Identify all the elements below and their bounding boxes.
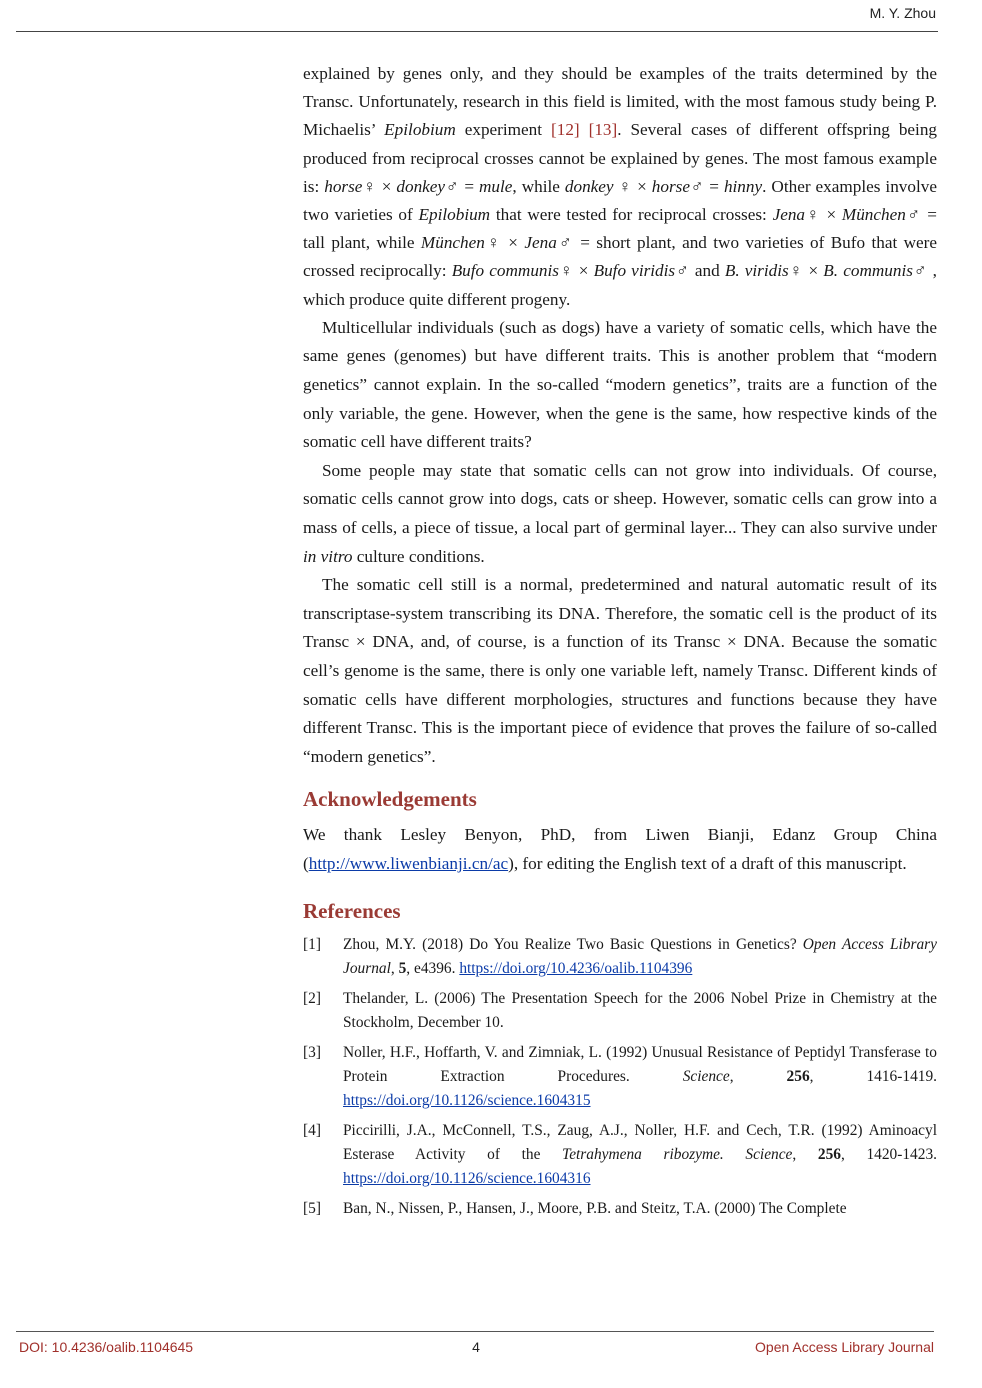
reference-text — [343, 1041, 937, 1113]
italic-term: B. communis♂ — [823, 261, 933, 281]
text-run: , — [729, 1067, 787, 1085]
volume-number: 256 — [817, 1145, 841, 1163]
body-paragraph-3 — [303, 457, 937, 571]
italic-term: Jena♂ — [524, 233, 581, 253]
footer-divider — [16, 1331, 934, 1332]
running-head-author: M. Y. Zhou — [869, 5, 936, 21]
italic-term: Epilobium — [384, 120, 456, 140]
reference-item-1 — [303, 933, 937, 981]
footer-doi: DOI: 10.4236/oalib.1104645 — [19, 1339, 194, 1355]
italic-term: Bufo communis♀ — [451, 261, 579, 281]
text-run: We thank Lesley Benyon, PhD, from Liwen Bianji, Edanz Group China ( — [303, 825, 937, 873]
text-run: × — [381, 176, 397, 196]
reference-text: Ban, N., Nissen, P., Hansen, J., Moore, P.B. and Steitz, T.A. (2000) The Complete — [343, 1199, 847, 1217]
text-run: , while — [512, 176, 565, 196]
reference-text: Thelander, L. (2006) The Presentation Speech for the 2006 Nobel Prize in Chemistry at the Stockholm, December 10. — [343, 989, 937, 1031]
text-run: ), for editing the English text of a draft of this manuscript. — [508, 853, 907, 873]
text-run: ♀ × — [613, 176, 652, 196]
text-run: culture conditions. — [352, 546, 485, 566]
italic-term: München♀ — [420, 233, 509, 253]
text-run: × — [578, 261, 594, 281]
italic-term: horse♀ — [324, 176, 382, 196]
italic-term: horse♂ — [651, 176, 710, 196]
text-run: Piccirilli, J.A., McConnell, T.S., Zaug, A.J., Noller, H.F. and Cech, T.R. (1992) Aminoacyl Esterase Activity of the — [343, 1121, 937, 1163]
text-run: = — [709, 176, 724, 196]
text-run: = — [464, 176, 479, 196]
text-run — [580, 120, 589, 139]
page-number: 4 — [472, 1339, 480, 1355]
doi-link[interactable]: https://doi.org/10.4236/oalib.1104396 — [459, 959, 693, 977]
reference-number: [5] — [303, 1199, 321, 1217]
text-run: , which produce quite different progeny. — [303, 261, 937, 309]
body-paragraph-4: The somatic cell still is a normal, predetermined and natural automatic result of its transcriptase-system transcribing its DNA. Therefore, the somatic cell is the product of its Transc × DNA, and, of course, is a function of its Transc × DNA. Because the somatic cell’s genome is the same, there is only one variable left, namely Transc. Different kinds of somatic cells have different morphologies, structures and functions because they have different Transc. This is the important piece of evidence that proves the failure of so-called “modern genetics”. — [303, 575, 937, 766]
text-run: Some people may state that somatic cells can not grow into individuals. Of course, somatic cells cannot grow into dogs, cats or sheep. However, somatic cells can grow into a mass of cells, a piece of tissue, a local part of germinal layer... They can also survive under — [303, 460, 937, 537]
main-column — [303, 60, 937, 1227]
italic-term: mule — [479, 176, 513, 196]
text-run: . Several cases of different offspring being produced from reciprocal crosses cannot be explained by genes. The most famous example is: — [303, 120, 938, 196]
reference-number: [3] — [303, 1043, 321, 1061]
liwenbianji-link[interactable]: http://www.liwenbianji.cn/ac — [308, 853, 509, 873]
citation-link-13[interactable]: [13] — [588, 120, 618, 140]
reference-number: [2] — [303, 989, 321, 1007]
reference-item-4 — [303, 1119, 937, 1191]
text-run: , e4396. — [406, 959, 460, 977]
text-run: × — [508, 233, 525, 253]
italic-term: Jena♀ — [772, 205, 827, 225]
italic-term: Bufo viridis♂ — [593, 261, 695, 281]
italic-term: hinny — [723, 176, 763, 196]
acknowledgements-text — [303, 821, 937, 878]
text-run: experiment — [455, 120, 551, 140]
text-run: = short plant, and two varieties of Bufo that were crossed reciprocally: — [303, 233, 937, 281]
header-divider — [16, 31, 938, 32]
reference-number: [1] — [303, 935, 321, 953]
text-run: × — [808, 261, 824, 281]
doi-link[interactable]: https://doi.org/10.1126/science.1604316 — [343, 1169, 591, 1187]
citation-link-12[interactable]: [12] — [551, 120, 580, 140]
text-run: . Other examples involve two varieties of — [303, 176, 937, 225]
text-run: Zhou, M.Y. (2018) Do You Realize Two Basic Questions in Genetics? — [343, 935, 803, 953]
reference-number: [4] — [303, 1121, 321, 1139]
acknowledgements-heading: Acknowledgements — [303, 787, 477, 812]
italic-term: donkey — [564, 176, 614, 196]
text-run: , 1420-1423. — [840, 1145, 937, 1163]
volume-number: 256 — [786, 1067, 810, 1085]
footer-journal-name: Open Access Library Journal — [755, 1339, 934, 1355]
text-run: and — [694, 261, 725, 281]
journal-name: Tetrahymena ribozyme. Science — [562, 1145, 793, 1163]
italic-term: Epilobium — [418, 205, 491, 225]
doi-link[interactable]: https://doi.org/10.1126/science.1604315 — [343, 1091, 591, 1109]
text-run: , — [390, 959, 399, 977]
journal-name: Open Access Library Journal — [343, 935, 937, 977]
body-paragraph-2: Multicellular individuals (such as dogs) have a variety of somatic cells, which have the same genes (genomes) but have different traits. This is another problem that “modern genetics” cannot explain. In the so-called “modern genetics”, traits are a function of the only variable, the gene. However, when the gene is the same, how respective kinds of the somatic cell have different traits? — [303, 317, 937, 452]
text-run: × — [826, 205, 842, 225]
journal-name: Science — [682, 1067, 730, 1085]
body-paragraph-1 — [303, 60, 937, 314]
reference-item-5 — [303, 1197, 937, 1221]
text-run: , — [792, 1145, 818, 1163]
reference-item-2 — [303, 987, 937, 1035]
reference-item-3 — [303, 1041, 937, 1113]
italic-term: in vitro — [303, 546, 353, 566]
italic-term: München♂ — [841, 205, 928, 225]
italic-term: donkey♂ — [396, 176, 465, 196]
text-run: that were tested for reciprocal crosses: — [490, 205, 773, 225]
italic-term: B. viridis♀ — [724, 261, 809, 281]
text-run: = tall plant, while — [303, 205, 937, 253]
reference-text — [343, 933, 937, 981]
text-run: explained by genes only, and they should be examples of the traits determined by the Transc. Unfortunately, research in this field is limited, with the most famous study being P. Michaelis’ — [303, 64, 937, 140]
reference-text — [343, 1119, 937, 1191]
references-heading: References — [303, 898, 401, 923]
text-run: , 1416-1419. — [809, 1067, 937, 1085]
references-list — [303, 933, 937, 1221]
volume-number: 5 — [398, 959, 407, 977]
text-run: Noller, H.F., Hoffarth, V. and Zimniak, L. (1992) Unusual Resistance of Peptidyl Transferase to Protein Extraction Procedures. — [343, 1043, 937, 1085]
